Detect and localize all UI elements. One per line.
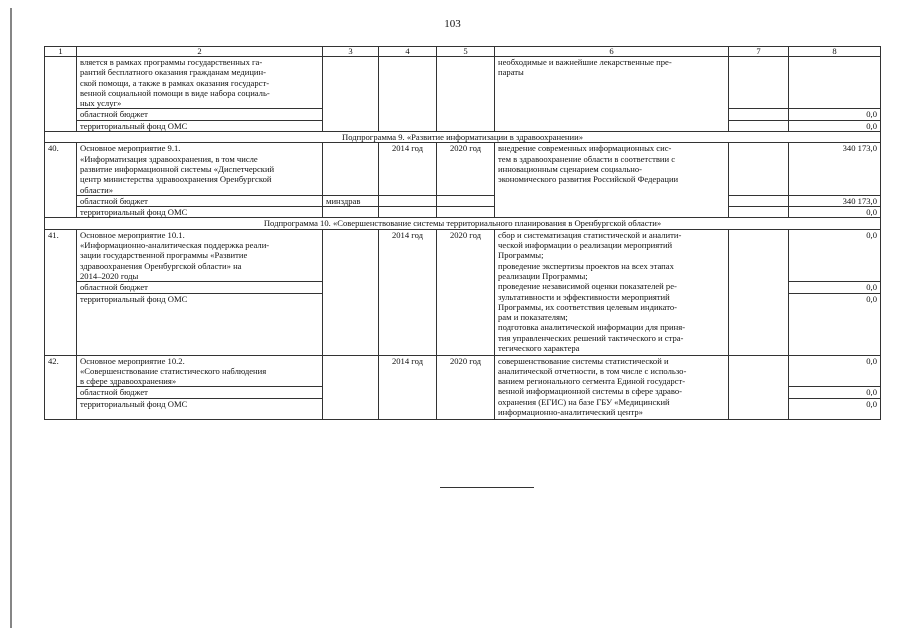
start-cell xyxy=(379,57,437,132)
end-year: 2020 год xyxy=(437,143,495,195)
column-header: 3 xyxy=(323,47,379,57)
column-header: 8 xyxy=(789,47,881,57)
table-row xyxy=(45,143,881,195)
program-table xyxy=(44,46,881,420)
total-value: 0,0 xyxy=(789,355,881,387)
empty-cell xyxy=(729,57,789,109)
empty-cell xyxy=(729,229,789,355)
empty-cell xyxy=(323,207,379,218)
row-number: 40. xyxy=(45,143,77,218)
column-header: 1 xyxy=(45,47,77,57)
oms-label: территориальный фонд ОМС xyxy=(77,293,323,355)
executor: минздрав xyxy=(323,195,379,206)
expected-result: сбор и систематизация статистической и аналити- ческой информации о реализации мероприятий Программы; проведение экспертизы проектов на всех этапах реализации Программы; проведение независимой оценки показателей ре- зультативности и эффективности мероприятий Программы, их соответствия целевым индикато- рам и показателям; подготовка аналитической информации для приня- тия управленческих решений тактического и стра- тегического характера xyxy=(495,229,729,355)
column-header: 6 xyxy=(495,47,729,57)
table-row xyxy=(45,195,881,206)
table-row xyxy=(45,57,881,109)
oms-value: 0,0 xyxy=(789,207,881,218)
column-header: 4 xyxy=(379,47,437,57)
empty-cell xyxy=(437,207,495,218)
budget-value: 340 173,0 xyxy=(789,195,881,206)
column-number-row xyxy=(45,47,881,57)
end-year: 2020 год xyxy=(437,229,495,355)
end-cell xyxy=(437,57,495,132)
executor-cell xyxy=(323,229,379,355)
total-value: 0,0 xyxy=(789,229,881,281)
empty-cell xyxy=(437,195,495,206)
table-row xyxy=(45,229,881,281)
empty-cell xyxy=(379,195,437,206)
end-year: 2020 год xyxy=(437,355,495,419)
start-year: 2014 год xyxy=(379,229,437,355)
column-header: 2 xyxy=(77,47,323,57)
expected-result: необходимые и важнейшие лекарственные пре- параты xyxy=(495,57,729,132)
activity-description: вляется в рамках программы государственных га- рантий бесплатного оказания гражданам медицин- ской помощи, а также в рамках оказания государст- венной социальной помощи в виде набора социаль- ных услуг» xyxy=(77,57,323,109)
empty-cell xyxy=(729,109,789,120)
budget-label: областной бюджет xyxy=(77,282,323,293)
start-year: 2014 год xyxy=(379,143,437,195)
start-year: 2014 год xyxy=(379,355,437,419)
empty-cell xyxy=(379,207,437,218)
empty-cell xyxy=(729,120,789,131)
oms-value: 0,0 xyxy=(789,120,881,131)
subprogram-title: Подпрограмма 10. «Совершенствование системы территориального планирования в Оренбургской области» xyxy=(45,218,881,229)
budget-value: 0,0 xyxy=(789,109,881,120)
activity-description: Основное мероприятие 9.1. «Информатизация здравоохранения, в том числе развитие информационной системы «Диспетчерский центр министерства здравоохранения Оренбургской области» xyxy=(77,143,323,195)
executor-cell xyxy=(323,355,379,419)
activity-description: Основное мероприятие 10.1. «Информационно-аналитическая поддержка реали- зации государственной программы «Развитие здравоохранения Оренбургской области» на 2014–2020 годы xyxy=(77,229,323,281)
scan-edge-line xyxy=(10,8,12,628)
row-number: 41. xyxy=(45,229,77,355)
total-value: 340 173,0 xyxy=(789,143,881,195)
page-number: 103 xyxy=(444,18,461,30)
executor-cell xyxy=(323,57,379,132)
table-row xyxy=(45,207,881,218)
expected-result: совершенствование системы статистической и аналитической отчетности, в том числе с использо- ванием регионального сегмента Единой государст- венной информационной системы в сфере здраво- охранения (ЕГИС) на базе ГБУ «Медицинский информационно-аналитический центр» xyxy=(495,355,729,419)
budget-value: 0,0 xyxy=(789,282,881,293)
budget-value: 0,0 xyxy=(789,387,881,398)
total-value xyxy=(789,57,881,109)
budget-label: областной бюджет xyxy=(77,195,323,206)
empty-cell xyxy=(729,355,789,419)
table-row xyxy=(45,355,881,387)
oms-value: 0,0 xyxy=(789,398,881,419)
footer-divider xyxy=(440,487,534,488)
column-header: 7 xyxy=(729,47,789,57)
oms-label: территориальный фонд ОМС xyxy=(77,398,323,419)
row-number-cell xyxy=(45,57,77,132)
empty-cell xyxy=(729,143,789,195)
oms-label: территориальный фонд ОМС xyxy=(77,120,323,131)
column-header: 5 xyxy=(437,47,495,57)
subprogram-row xyxy=(45,132,881,143)
empty-cell xyxy=(729,195,789,206)
activity-description: Основное мероприятие 10.2. «Совершенствование статистического наблюдения в сфере здравоохранения» xyxy=(77,355,323,387)
subprogram-row xyxy=(45,218,881,229)
row-number: 42. xyxy=(45,355,77,419)
expected-result: внедрение современных информационных сис- тем в здравоохранение области в соответствии с инновационным сценарием социально- экономического развития Российской Федерации xyxy=(495,143,729,218)
empty-cell xyxy=(729,207,789,218)
budget-label: областной бюджет xyxy=(77,387,323,398)
oms-value: 0,0 xyxy=(789,293,881,355)
executor-cell xyxy=(323,143,379,195)
subprogram-title: Подпрограмма 9. «Развитие информатизации в здравоохранении» xyxy=(45,132,881,143)
budget-label: областной бюджет xyxy=(77,109,323,120)
oms-label: территориальный фонд ОМС xyxy=(77,207,323,218)
